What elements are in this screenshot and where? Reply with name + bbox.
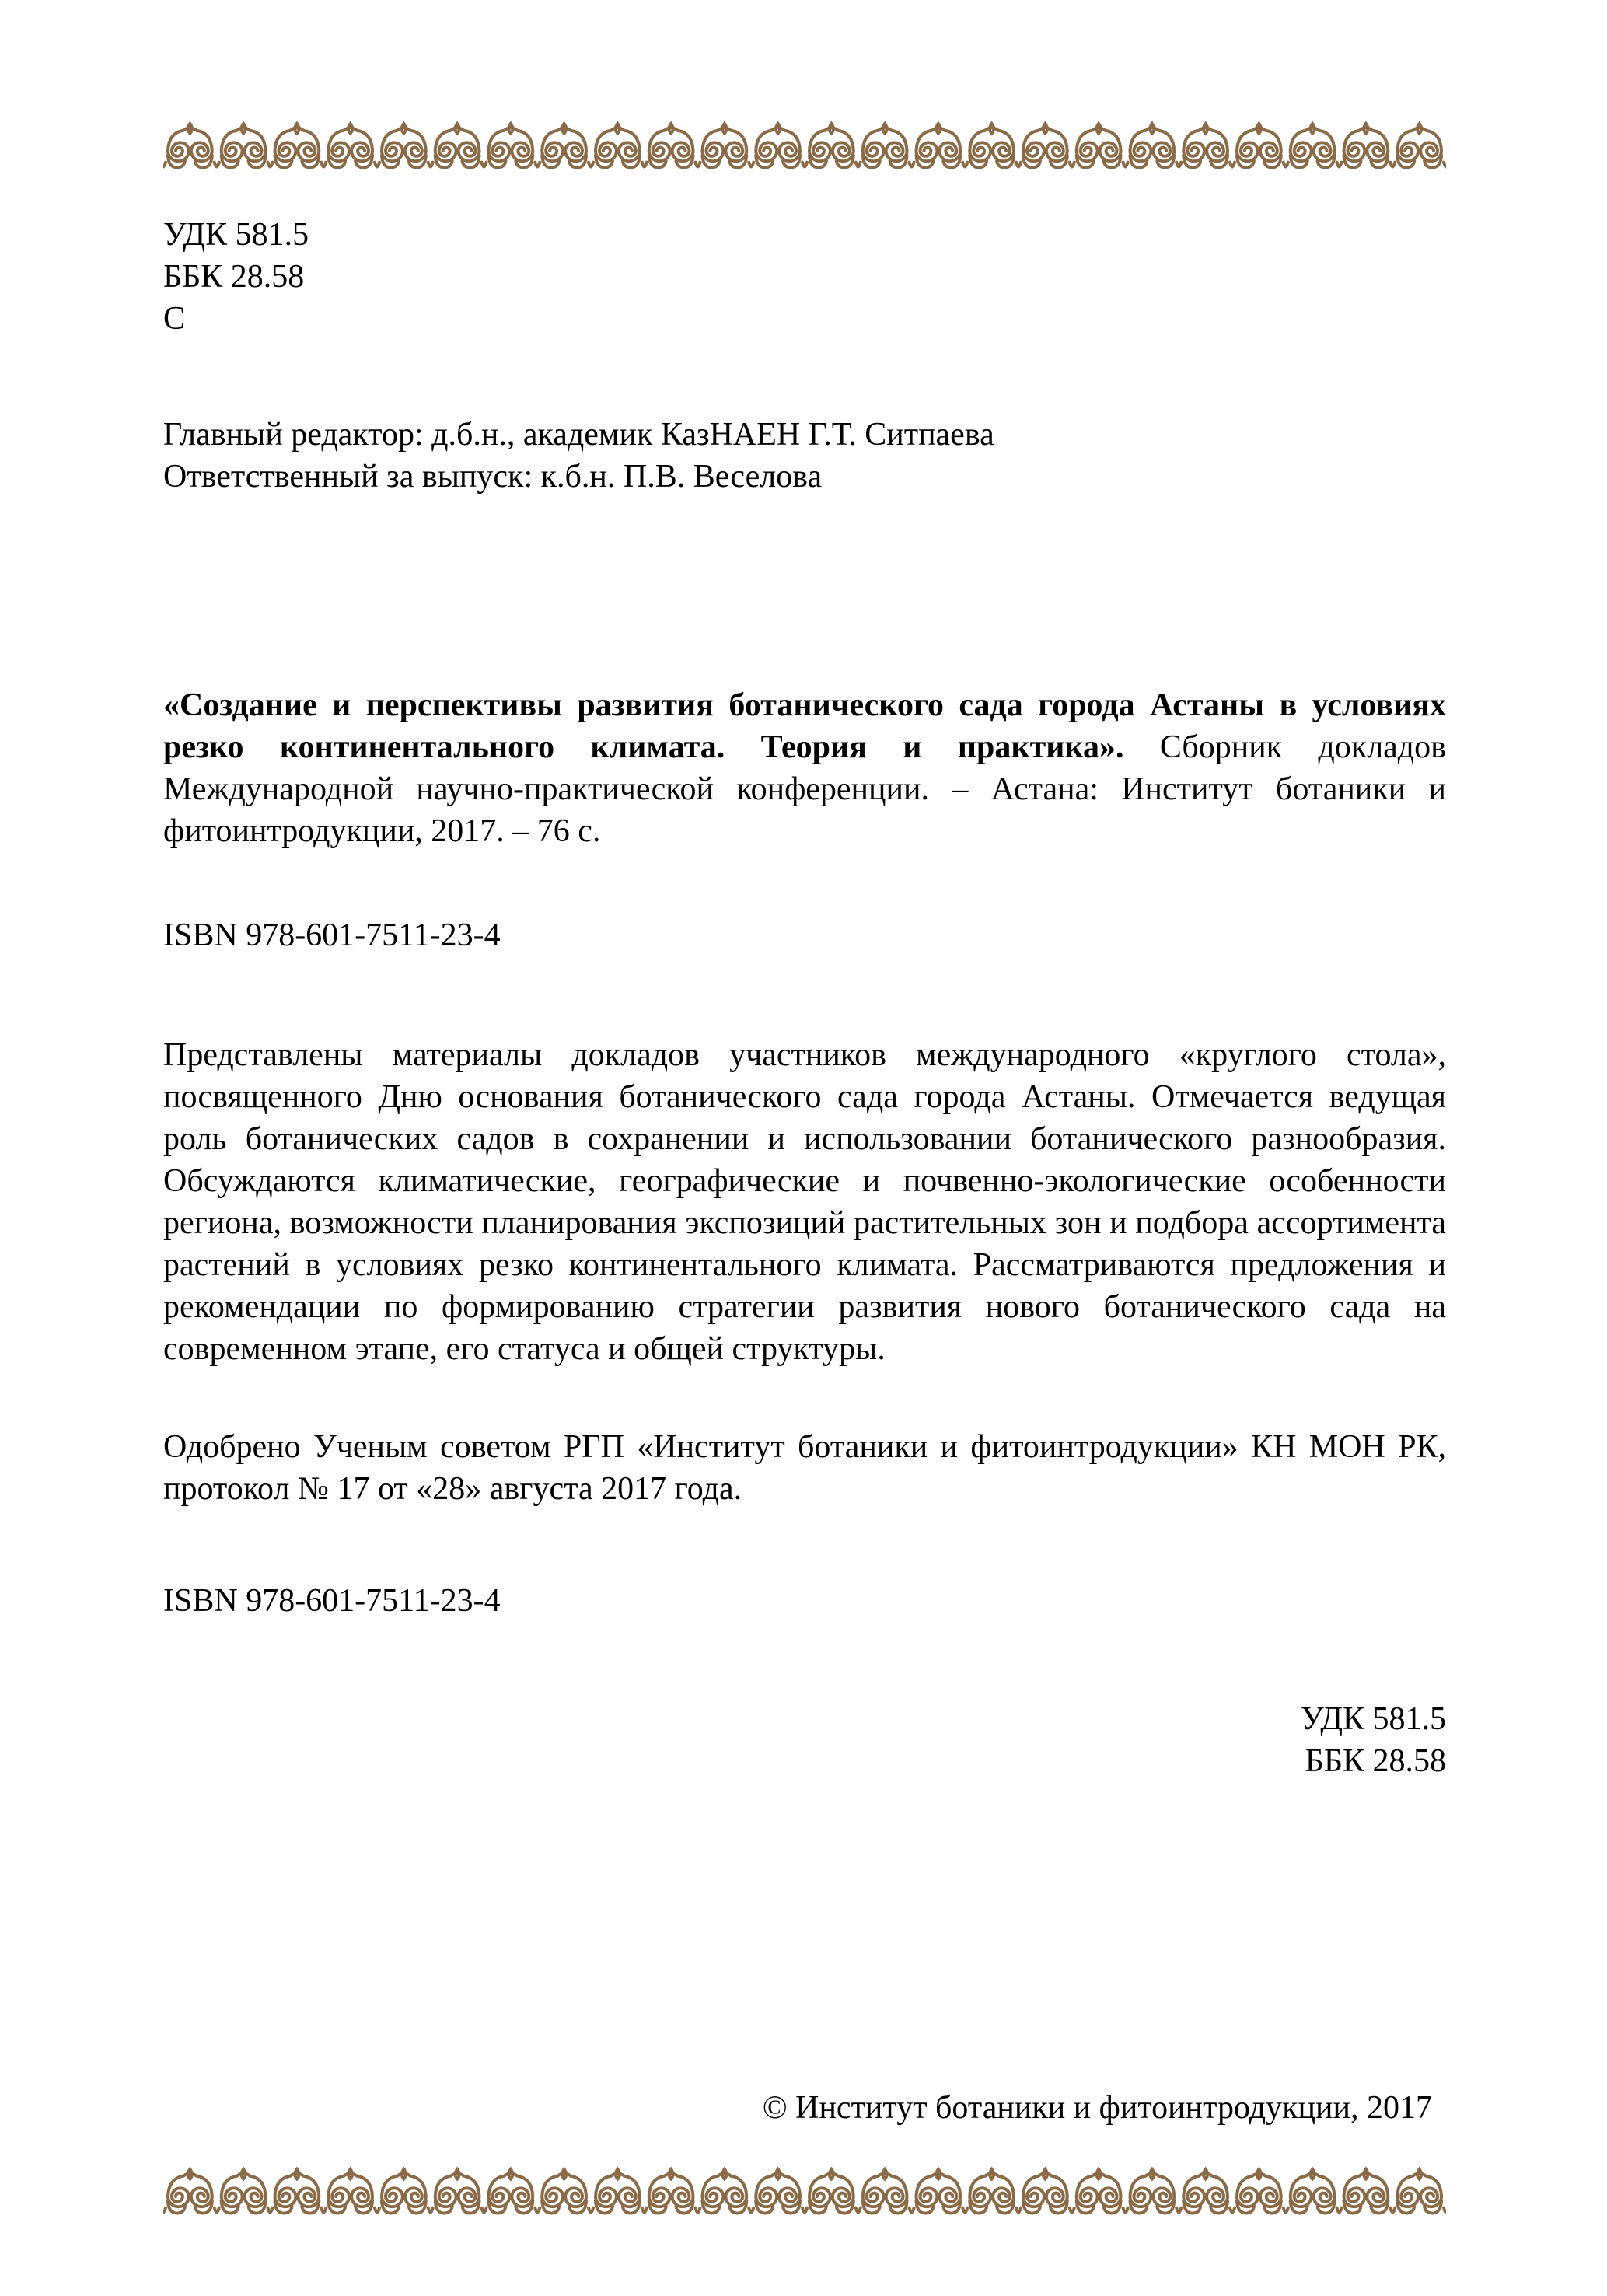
bibliographic-description bbox=[163, 684, 1446, 852]
bbk-code-top: ББК 28.58 bbox=[163, 259, 305, 295]
editors-block bbox=[163, 414, 1446, 498]
copyright-line: © Институт ботаники и фитоинтродукции, 2017 bbox=[762, 2090, 1432, 2126]
ornament-border-top bbox=[163, 121, 1446, 183]
catalog-letter: С bbox=[163, 301, 186, 337]
book-title-bold: «Создание и перспективы развития ботанического сада города Астаны в условиях резко континентального климата. Теория и практика». bbox=[163, 687, 1446, 765]
ornament-border-bottom bbox=[163, 2166, 1446, 2228]
udk-code-top: УДК 581.5 bbox=[163, 217, 309, 253]
isbn-line-2: ISBN 978-601-7511-23-4 bbox=[163, 1583, 501, 1619]
annotation-paragraph: Представлены материалы докладов участников международного «круглого стола», посвященного Дню основания ботанического сада города Астаны. Отмечается ведущая роль ботанических садов в сохранении и использовании ботанического разнообразия. Обсуждаются климатические, географические и почвенно-экологические особенности региона, возможности планирования экспозиций растительных зон и подбора ассортимента растений в условиях резко континентального климата. Рассматриваются предложения и рекомендации по формированию стратегии развития нового ботанического сада на современном этапе, его статуса и общей структуры. bbox=[163, 1037, 1446, 1367]
udk-code-bottom: УДК 581.5 bbox=[1300, 1701, 1446, 1737]
book-title-rest: Сборник докладов Международной научно-практической конференции. – Астана: Институт ботаники и фитоинтродукции, 2017. – 76 с. bbox=[163, 729, 1446, 849]
catalog-codes bbox=[163, 214, 1446, 340]
catalog-codes-right bbox=[163, 1698, 1446, 1782]
bbk-code-bottom: ББК 28.58 bbox=[1305, 1743, 1446, 1779]
isbn-line-1: ISBN 978-601-7511-23-4 bbox=[163, 917, 501, 953]
chief-editor-line: Главный редактор: д.б.н., академик КазНАЕН Г.Т. Ситпаева bbox=[163, 417, 994, 453]
approval-paragraph: Одобрено Ученым советом РГП «Институт ботаники и фитоинтродукции» КН МОН РК, протокол № 17 от «28» августа 2017 года. bbox=[163, 1429, 1446, 1507]
issue-editor-line: Ответственный за выпуск: к.б.н. П.В. Веселова bbox=[163, 459, 823, 494]
ornament-border-bottom-wrap bbox=[163, 2166, 1446, 2228]
